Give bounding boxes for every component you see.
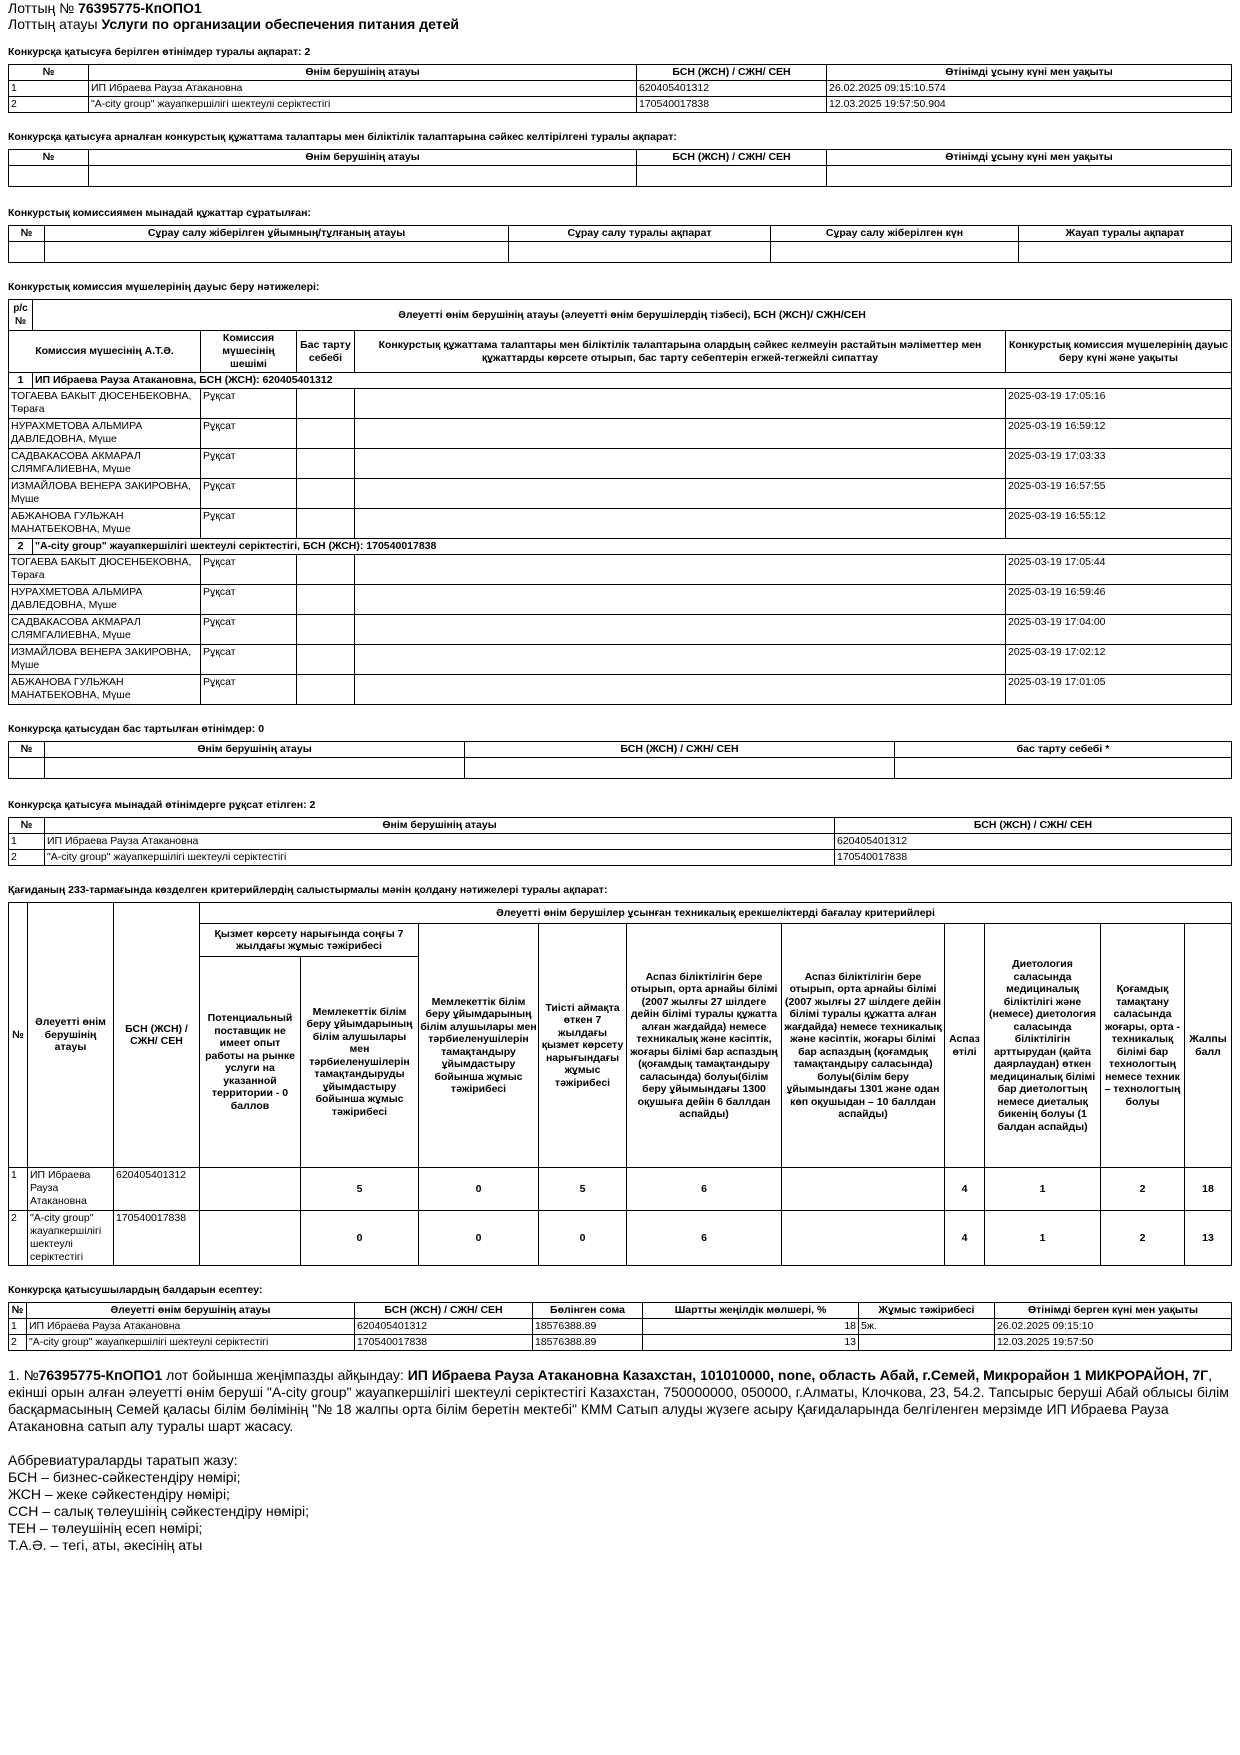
voting-group-title: ИП Ибраева Рауза Атакановна, БСН (ЖСН): 620405401312 [33, 373, 1232, 389]
table-row: 2 "A-city group" жауапкершілігі шектеулі серіктестігі 170540017838 12.03.2025 19:57:50.904 [9, 97, 1232, 113]
table-header-row: Потенциальный поставщик не имеет опыт работы на рынке услуги на указанной территории - 0 баллов Мемлекеттік білім беру ұйымдарының білім алушылары мен тәрбиеленушілерін тамақтандыруды ұйымдастыру бойынша жұмыс тәжірибесі [9, 957, 1232, 1168]
table-row: 1 ИП Ибраева Рауза Атакановна 620405401312 26.02.2025 09:15:10.574 [9, 81, 1232, 97]
vote-date: 2025-03-19 17:02:12 [1006, 645, 1232, 675]
table-header-row: № Өнім берушінің атауы БСН (ЖСН) / СЖН/ СЕН Өтінімді ұсыну күні мен уақыты [9, 65, 1232, 81]
table-row [9, 242, 1232, 263]
vote-decision: Рұқсат [201, 509, 297, 539]
requests-table [8, 225, 1232, 263]
vote-decision: Рұқсат [201, 389, 297, 419]
criteria-score-c2: 5 [301, 1168, 419, 1211]
table-row: 2 "A-city group" жауапкершілігі шектеулі серіктестігі 170540017838 [9, 850, 1232, 866]
vote-member: САДВАКАСОВА АКМАРАЛ СЛЯМГАЛИЕВНА, Мүше [9, 615, 201, 645]
criteria-score-c7: 4 [945, 1168, 985, 1211]
table-header-row: № Әлеуетті өнім берушінің атауы БСН (ЖСН) / СЖН/ СЕН Әлеуетті өнім берушілер ұсынған техникалық ерекшеліктерді бағалау критерийлері [9, 903, 1232, 924]
criteria-score-c9: 2 [1101, 1168, 1185, 1211]
vote-decision: Рұқсат [201, 645, 297, 675]
vote-date: 2025-03-19 17:05:44 [1006, 555, 1232, 585]
vote-detail [355, 675, 1006, 705]
vote-row [9, 585, 1232, 615]
vote-row [9, 449, 1232, 479]
criteria-score-c7: 4 [945, 1211, 985, 1266]
winner-paragraph: 1. №76395775-КпОПО1 лот бойынша жеңімпазды айқындау: ИП Ибраева Рауза Атакановна Казахстан, 101010000, none, область Абай, г.Семей, Микрорайон 1 МИКРОРАЙОН, 7Г, екінші орын алған әлеуетті өнім беруші "A-city group" жауапкершілігі шектеулі серіктестігі Казахстан, 750000000, 050000, г.Алматы, Клочкова, 23, 54.2. Тапсырыс беруші Абай облысы білім басқармасының Семей қаласы білім бөлімінің "№ 18 жалпы орта білім беретін мектебі" КММ Сатып алуды жүзеге асыру Қағидаларында белгіленген мерзімде ИП Ибраева Рауза Атакановна сатып алу туралы шарт жасасу. [8, 1367, 1229, 1434]
vote-row [9, 479, 1232, 509]
criteria-score-c4: 0 [539, 1211, 627, 1266]
vote-decision: Рұқсат [201, 585, 297, 615]
scores-table [8, 1302, 1232, 1351]
criteria-title: Қағиданың 233-тармағында көзделген критерийлердің салыстырмалы мәнін қолдану нәтижелері туралы ақпарат: [8, 884, 608, 896]
vote-detail [355, 615, 1006, 645]
criteria-score-c3: 0 [419, 1211, 539, 1266]
criteria-score-c8: 1 [985, 1211, 1101, 1266]
vote-reason [297, 509, 355, 539]
lot-name-line: Лоттың атауы Услуги по организации обеспечения питания детей [8, 16, 459, 32]
vote-reason [297, 419, 355, 449]
voting-group-row: 1 ИП Ибраева Рауза Атакановна, БСН (ЖСН): 620405401312 [9, 373, 1232, 389]
abbreviation-item: БСН – бизнес-сәйкестендіру нөмірі; [8, 1469, 241, 1485]
vote-detail [355, 449, 1006, 479]
vote-date: 2025-03-19 16:55:12 [1006, 509, 1232, 539]
criteria-num: 2 [9, 1211, 28, 1266]
voting-table [8, 299, 1232, 705]
vote-date: 2025-03-19 16:59:12 [1006, 419, 1232, 449]
criteria-row [9, 1211, 1232, 1266]
vote-member: НУРАХМЕТОВА АЛЬМИРА ДАВЛЕДОВНА, Мүше [9, 585, 201, 615]
vote-member: ИЗМАЙЛОВА ВЕНЕРА ЗАКИРОВНА, Мүше [9, 479, 201, 509]
abbreviation-item: Т.А.Ә. – тегі, аты, әкесінің аты [8, 1537, 203, 1553]
table-row [9, 166, 1232, 187]
vote-reason [297, 555, 355, 585]
admitted-table [8, 817, 1232, 866]
vote-member: САДВАКАСОВА АКМАРАЛ СЛЯМГАЛИЕВНА, Мүше [9, 449, 201, 479]
winner-name: ИП Ибраева Рауза Атакановна Казахстан, 101010000, none, область Абай, г.Семей, Микрорайон 1 МИКРОРАЙОН, 7Г [407, 1367, 1209, 1383]
vote-detail [355, 479, 1006, 509]
vote-row [9, 645, 1232, 675]
vote-member: ТОГАЕВА БАКЫТ ДЮСЕНБЕКОВНА, Төраға [9, 555, 201, 585]
voting-group-title: "A-city group" жауапкершілігі шектеулі серіктестігі, БСН (ЖСН): 170540017838 [33, 539, 1232, 555]
criteria-score-c6 [782, 1168, 945, 1211]
vote-reason [297, 585, 355, 615]
vote-row [9, 389, 1232, 419]
lot-number-line: Лоттың № 76395775-КпОПО1 [8, 0, 202, 16]
requests-title: Конкурстық комиссиямен мынадай құжаттар сұратылған: [8, 207, 311, 219]
table-header-row: № Өнім берушінің атауы БСН (ЖСН) / СЖН/ СЕН Өтінімді ұсыну күні мен уақыты [9, 150, 1232, 166]
vote-date: 2025-03-19 16:57:55 [1006, 479, 1232, 509]
criteria-score-total: 13 [1185, 1211, 1232, 1266]
vote-member: НУРАХМЕТОВА АЛЬМИРА ДАВЛЕДОВНА, Мүше [9, 419, 201, 449]
vote-date: 2025-03-19 17:01:05 [1006, 675, 1232, 705]
criteria-score-c3: 0 [419, 1168, 539, 1211]
abbreviation-item: ТЕН – төлеушінің есеп нөмірі; [8, 1520, 203, 1536]
vote-member: АБЖАНОВА ГУЛЬЖАН МАНАТБЕКОВНА, Мүше [9, 675, 201, 705]
abbreviation-item: ССН – салық төлеушінің сәйкестендіру нөмірі; [8, 1503, 310, 1519]
criteria-supplier: ИП Ибраева Рауза Атакановна [28, 1168, 114, 1211]
vote-reason [297, 645, 355, 675]
vote-member: ТОГАЕВА БАКЫТ ДЮСЕНБЕКОВНА, Төраға [9, 389, 201, 419]
vote-reason [297, 449, 355, 479]
table-row: 1 ИП Ибраева Рауза Атакановна 620405401312 18576388.89 18 5ж. 26.02.2025 09:15:10 [9, 1319, 1232, 1335]
table-row [9, 758, 1232, 779]
table-header-row: Комиссия мүшесінің А.Т.Ә. Комиссия мүшесінің шешімі Бас тарту себебі Конкурстық құжаттама талаптары мен біліктілік талаптарына олардың сәйкес келмеуін растайтын мәліметтер мен құжаттарды көрсете отырып, бас тарту себептерін егжей-тегжейлі сипаттау Конкурстық комиссия мүшелерінің дауыс беру күні және уақыты [9, 331, 1232, 373]
vote-member: АБЖАНОВА ГУЛЬЖАН МАНАТБЕКОВНА, Мүше [9, 509, 201, 539]
table-header-row: № Сұрау салу жіберілген ұйымның/тұлғаның атауы Сұрау салу туралы ақпарат Сұрау салу жіберілген күн Жауап туралы ақпарат [9, 226, 1232, 242]
criteria-row [9, 1168, 1232, 1211]
voting-group-row: 2 "A-city group" жауапкершілігі шектеулі серіктестігі, БСН (ЖСН): 170540017838 [9, 539, 1232, 555]
criteria-bin: 620405401312 [114, 1168, 200, 1211]
criteria-score-c9: 2 [1101, 1211, 1185, 1266]
compliance-table [8, 149, 1232, 187]
vote-date: 2025-03-19 16:59:46 [1006, 585, 1232, 615]
table-header-row: № Өнім берушінің атауы БСН (ЖСН) / СЖН/ СЕН [9, 818, 1232, 834]
rejected-title: Конкурсқа қатысудан бас тартылған өтінімдер: 0 [8, 723, 265, 735]
criteria-score-c2: 0 [301, 1211, 419, 1266]
vote-decision: Рұқсат [201, 555, 297, 585]
table-header-row: Қызмет көрсету нарығында соңғы 7 жылдағы жұмыс тәжірибесі Мемлекеттік білім беру ұйымдарының білім алушылары мен тәрбиеленушілерін тамақтандыру ұйымдастыру бойынша жұмыс тәжірибесі Тиісті аймақта өткен 7 жылдағы қызмет көрсету нарығындағы жұмыс тәжірибесі Аспаз біліктілігін бере отырып, орта арнайы білімі (2007 жылғы 27 шілдеге дейін білімі туралы құжатта алған жағдайда) немесе техникалық және кәсіптік, жоғары білімі бар аспаздың (қоғамдық тамақтандыру саласында) болуы(білім беру ұйымындағы 1300 оқушыға дейін 6 баллдан аспайды) Аспаз біліктілігін бере отырып, орта арнайы білімі (2007 жылғы 27 шілдеге дейін білімі туралы құжатта алған жағдайда) немесе техникалық және кәсіптік, жоғары білімі бар аспаздың (қоғамдық тамақтандыру саласында) болуы(білім беру ұйымындағы 1301 және одан көп оқушыдан – 10 баллдан аспайды) Аспаз өтілі Диетология саласында медициналық біліктілігі және (немесе) диетология саласында біліктілігін арттырудан (қайта даярлаудан) өткен медициналық білімі бар диетологтың немесе диеталық бикенің болуы (1 балдан аспайды) Қоғамдық тамақтану саласында жоғары, орта - техникалық білімі бар технологтың немесе техник – технологтың болуы Жалпы балл [9, 924, 1232, 957]
criteria-bin: 170540017838 [114, 1211, 200, 1266]
lot-number: 76395775-КпОПО1 [78, 0, 202, 16]
criteria-supplier: "A-city group" жауапкершілігі шектеулі серіктестігі [28, 1211, 114, 1266]
vote-detail [355, 419, 1006, 449]
table-header-row: р/с № Әлеуетті өнім берушінің атауы (әлеуетті өнім берушілердің тізбесі), БСН (ЖСН)/ СЖН/СЕН [9, 300, 1232, 331]
vote-detail [355, 585, 1006, 615]
criteria-score-c5: 6 [627, 1168, 782, 1211]
abbreviation-item: ЖСН – жеке сәйкестендіру нөмірі; [8, 1486, 230, 1502]
criteria-table [8, 902, 1232, 1266]
criteria-score-c8: 1 [985, 1168, 1101, 1211]
criteria-score-c4: 5 [539, 1168, 627, 1211]
vote-detail [355, 645, 1006, 675]
vote-date: 2025-03-19 17:03:33 [1006, 449, 1232, 479]
vote-decision: Рұқсат [201, 615, 297, 645]
vote-decision: Рұқсат [201, 675, 297, 705]
vote-reason [297, 389, 355, 419]
applications-table [8, 64, 1232, 113]
final-lot-number: 76395775-КпОПО1 [38, 1367, 163, 1383]
abbreviations-title: Аббревиатураларды таратып жазу: [8, 1452, 238, 1468]
vote-reason [297, 615, 355, 645]
vote-detail [355, 555, 1006, 585]
vote-reason [297, 675, 355, 705]
scores-title: Конкурсқа қатысушылардың балдарын есептеу: [8, 1284, 263, 1296]
criteria-score-total: 18 [1185, 1168, 1232, 1211]
table-row: 2 "A-city group" жауапкершілігі шектеулі серіктестігі 170540017838 18576388.89 13 12.03.2025 19:57:50 [9, 1335, 1232, 1351]
vote-row [9, 555, 1232, 585]
vote-row [9, 509, 1232, 539]
criteria-score-c1 [200, 1211, 301, 1266]
vote-member: ИЗМАЙЛОВА ВЕНЕРА ЗАКИРОВНА, Мүше [9, 645, 201, 675]
compliance-title: Конкурсқа қатысуға арналған конкурстық құжаттама талаптары мен біліктілік талаптарына сәйкес келтірілгені туралы ақпарат: [8, 131, 677, 143]
vote-row [9, 675, 1232, 705]
criteria-num: 1 [9, 1168, 28, 1211]
criteria-score-c1 [200, 1168, 301, 1211]
voting-body [9, 373, 1232, 705]
vote-decision: Рұқсат [201, 449, 297, 479]
criteria-score-c5: 6 [627, 1211, 782, 1266]
vote-detail [355, 509, 1006, 539]
vote-row [9, 615, 1232, 645]
vote-row [9, 419, 1232, 449]
vote-date: 2025-03-19 17:05:16 [1006, 389, 1232, 419]
lot-name: Услуги по организации обеспечения питания детей [101, 16, 459, 32]
admitted-title: Конкурсқа қатысуға мынадай өтінімдерге рұқсат етілген: 2 [8, 799, 316, 811]
vote-decision: Рұқсат [201, 479, 297, 509]
criteria-body [9, 1168, 1232, 1266]
abbreviations [8, 1452, 1232, 1554]
voting-title: Конкурстық комиссия мүшелерінің дауыс беру нәтижелері: [8, 281, 320, 293]
table-row: 1 ИП Ибраева Рауза Атакановна 620405401312 [9, 834, 1232, 850]
criteria-score-c6 [782, 1211, 945, 1266]
rejected-table [8, 741, 1232, 779]
table-header-row: № Әлеуетті өнім берушінің атауы БСН (ЖСН) / СЖН/ СЕН Бөлінген сома Шартты жеңілдік мөлшері, % Жұмыс тәжірибесі Өтінімді берген күні мен уақыты [9, 1303, 1232, 1319]
vote-decision: Рұқсат [201, 419, 297, 449]
vote-reason [297, 479, 355, 509]
applications-title: Конкурсқа қатысуға берілген өтінімдер туралы ақпарат: 2 [8, 46, 311, 58]
vote-detail [355, 389, 1006, 419]
vote-date: 2025-03-19 17:04:00 [1006, 615, 1232, 645]
table-header-row: № Өнім берушінің атауы БСН (ЖСН) / СЖН/ СЕН бас тарту себебі * [9, 742, 1232, 758]
